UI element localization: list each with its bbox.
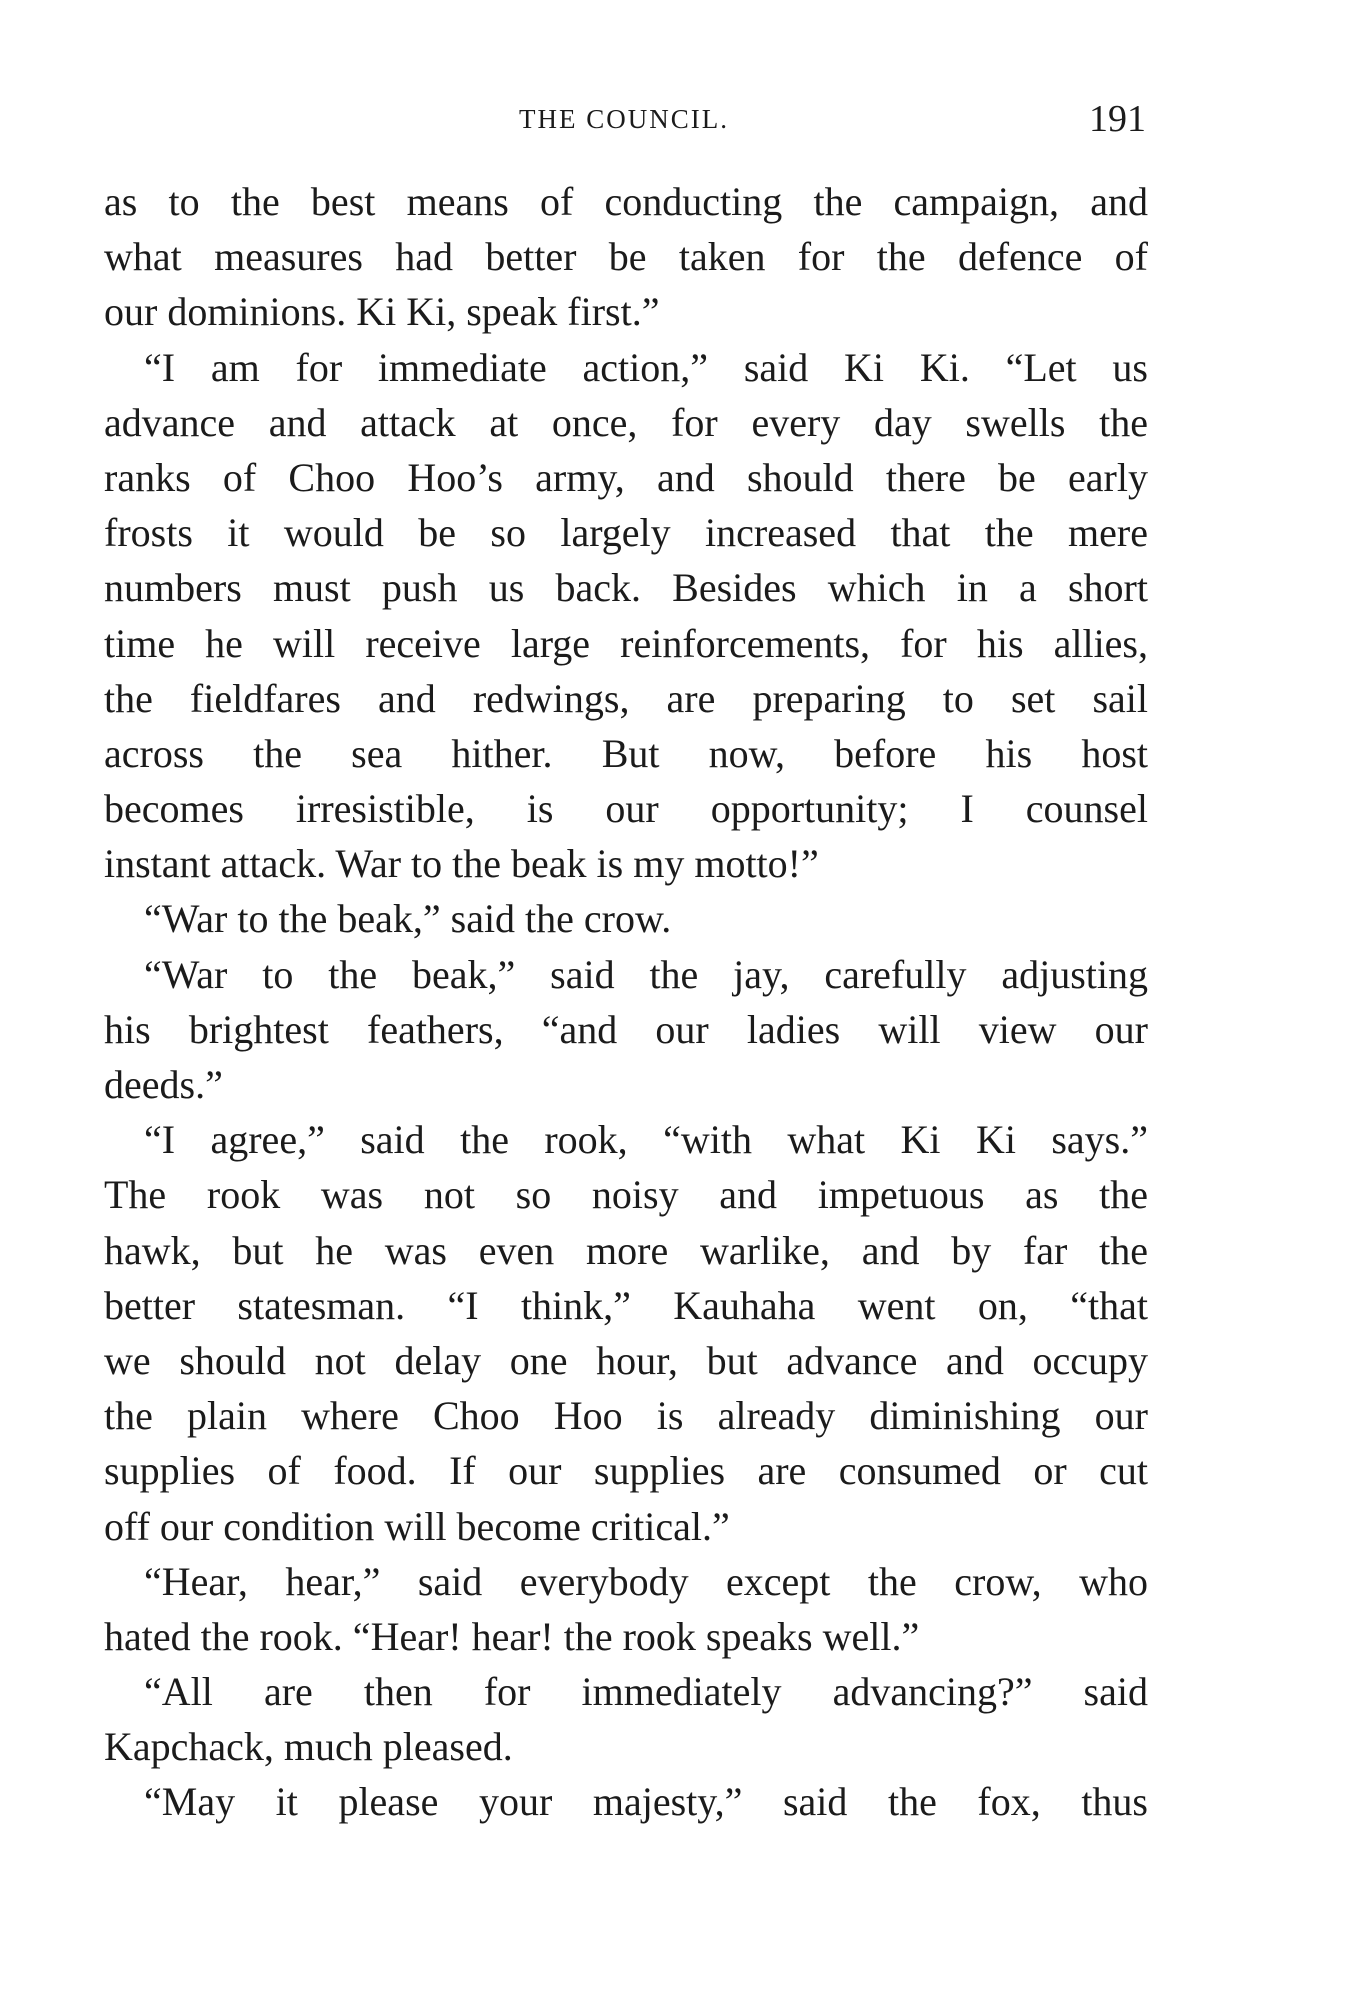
text-line: deeds.” [104, 1062, 223, 1107]
text-line: the plain where Choo Hoo is already diminishing our [104, 1393, 1148, 1439]
text-line: “War to the beak,” said the jay, carefully adjusting [144, 951, 1148, 997]
text-line: advance and attack at once, for every day swells the [104, 399, 1148, 445]
text-line: supplies of food. If our supplies are consumed or cut [104, 1448, 1148, 1494]
body-text [104, 174, 1148, 1830]
text-line: what measures had better be taken for the defence of [104, 234, 1148, 280]
text-line: “May it please your majesty,” said the fox, thus [144, 1779, 1148, 1825]
text-line: better statesman. “I think,” Kauhaha went on, “that [104, 1282, 1148, 1328]
text-line: his brightest feathers, “and our ladies will view our [104, 1006, 1148, 1052]
running-title: THE COUNCIL. [519, 104, 729, 134]
text-line: instant attack. War to the beak is my motto!” [104, 841, 819, 887]
text-line: across the sea hither. But now, before his host [104, 730, 1148, 776]
text-line: hated the rook. “Hear! hear! the rook speaks well.” [104, 1613, 920, 1659]
text-line: ranks of Choo Hoo’s army, and should there be early [104, 454, 1148, 500]
text-line: numbers must push us back. Besides which in a short [104, 565, 1148, 611]
text-line: our dominions. Ki Ki, speak first.” [104, 289, 660, 335]
running-head [102, 95, 1146, 143]
text-line: becomes irresistible, is our opportunity; I counsel [104, 786, 1148, 832]
text-line: we should not delay one hour, but advance and occupy [104, 1337, 1148, 1383]
text-line: “Hear, hear,” said everybody except the crow, who [144, 1558, 1148, 1604]
text-line: “War to the beak,” said the crow. [144, 896, 672, 942]
text-line: the fieldfares and redwings, are preparing to set sail [104, 675, 1148, 721]
text-line: as to the best means of conducting the campaign, and [104, 179, 1148, 224]
text-line: “I am for immediate action,” said Ki Ki. “Let us [144, 344, 1148, 390]
text-line: hawk, but he was even more warlike, and by far the [104, 1227, 1148, 1273]
page-number: 191 [1089, 98, 1146, 140]
text-line: off our condition will become critical.” [104, 1503, 730, 1549]
text-line: The rook was not so noisy and impetuous as the [104, 1172, 1148, 1218]
text-line: “I agree,” said the rook, “with what Ki Ki says.” [144, 1117, 1148, 1163]
text-line: frosts it would be so largely increased that the mere [104, 510, 1148, 556]
text-line: “All are then for immediately advancing?” said [144, 1669, 1148, 1715]
text-line: time he will receive large reinforcements, for his allies, [104, 620, 1148, 666]
text-line: Kapchack, much pleased. [104, 1724, 513, 1770]
